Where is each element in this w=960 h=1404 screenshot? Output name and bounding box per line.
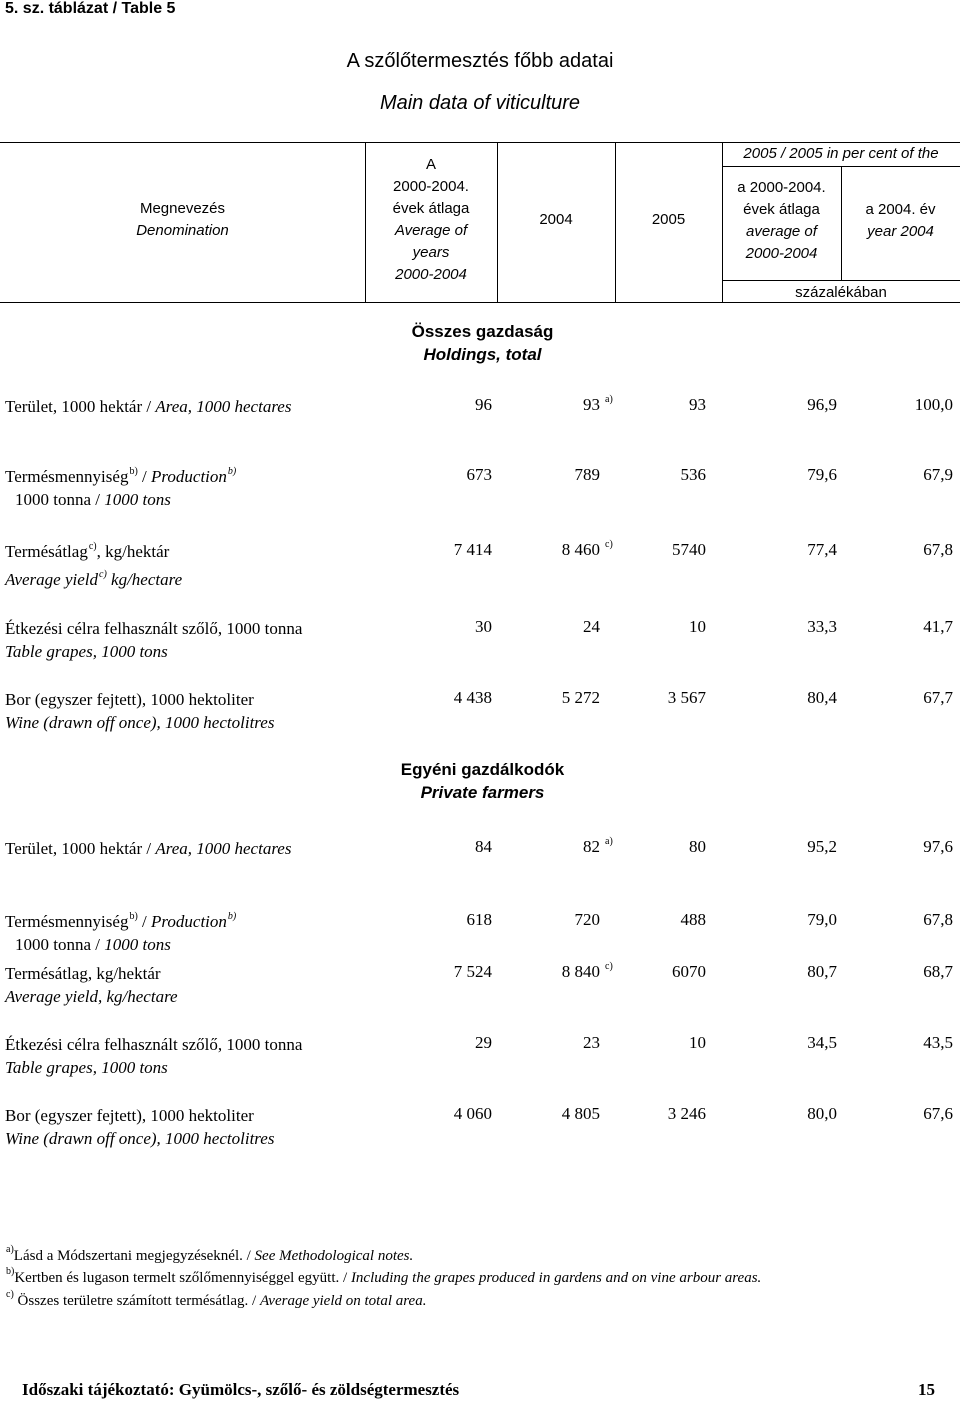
value-2005: 10 [689,617,706,636]
value-2004: 5 272 [561,688,600,707]
footer-publication: Időszaki tájékoztató: Gyümölcs-, szőlő- és zöldségtermesztés [22,1380,460,1399]
value-2005: 3 246 [667,1104,706,1123]
row-label-line2 [5,568,182,594]
value-pct-2004: 97,6 [923,837,953,856]
header-pct-b-line2: year 2004 [867,223,934,240]
header-2005: 2005 [651,211,686,228]
footnote-mark: c) [6,1289,14,1300]
footnote-en: See Methodological notes. [254,1248,414,1264]
value-2005: 93 [689,395,706,414]
row-label [5,837,291,860]
row-label-sep: / [137,467,152,486]
value-2004: 4 805 [561,1104,600,1123]
row-label2-hu: 1000 tonna / [15,490,105,509]
footnote-en: Average yield on total area. [259,1293,427,1309]
row-label2-tail: kg/hectare [111,570,183,589]
row-label-en: Average yield, kg/hectare [5,987,178,1006]
section-title-hu: Egyéni gazdálkodók [400,760,565,779]
row-label-tail: , kg/hektár [96,542,170,561]
row-label-en: Wine (drawn off once), 1000 hectolitres [5,1129,275,1148]
value-2004: 789 [574,465,600,484]
header-avg-line1: A [425,156,436,173]
value-2005: 5740 [672,540,706,559]
value-pct-2004: 41,7 [923,617,953,636]
header-pct-a-line4: 2000-2004 [745,245,818,262]
header-2004: 2004 [539,211,573,228]
row-label-line2 [15,933,171,956]
value-avg: 96 [475,395,492,414]
section-title-en: Holdings, total [423,345,542,364]
row-label-hu: Bor (egyszer fejtett), 1000 hektoliter [5,690,254,709]
row-label-en: Production [151,467,227,486]
value-2004: 23 [583,1033,600,1052]
header-avg-line4: Average of [394,222,468,239]
value-2005: 10 [689,1033,706,1052]
row-label [5,395,291,418]
value-pct-avg: 80,7 [807,962,837,981]
value-pct-avg: 77,4 [807,540,837,559]
footnote-mark: a) [605,394,613,405]
row-label-hu: Terület, 1000 hektár / [5,397,156,416]
footnote-mark: c) [605,961,613,972]
footnote-en: Including the grapes produced in gardens and on vine arbour areas. [350,1270,762,1286]
row-label2-en: 1000 tons [104,490,171,509]
row-label-hu: Termésmennyiség [5,467,129,486]
footnote-mark: b) [227,911,237,922]
value-pct-2004: 67,6 [923,1104,953,1123]
header-denomination-hu: Megnevezés [139,200,226,217]
footnote-mark: b) [6,1266,15,1277]
value-pct-2004: 100,0 [914,395,953,414]
row-label [5,540,169,566]
value-2005: 6070 [672,962,706,981]
value-pct-2004: 68,7 [923,962,953,981]
row-label-en: Wine (drawn off once), 1000 hectolitres [5,713,275,732]
value-2004: 82 [583,837,600,856]
value-pct-avg: 80,0 [807,1104,837,1123]
value-avg: 7 414 [453,540,492,559]
value-2005: 80 [689,837,706,856]
value-pct-avg: 34,5 [807,1033,837,1052]
value-pct-avg: 96,9 [807,395,837,414]
value-pct-avg: 79,0 [807,910,837,929]
row-label-en: Table grapes, 1000 tons [5,642,168,661]
value-avg: 618 [466,910,492,929]
value-pct-avg: 79,6 [807,465,837,484]
value-pct-2004: 67,8 [923,910,953,929]
value-pct-avg: 80,4 [807,688,837,707]
header-avg-line3: évek átlaga [392,200,470,217]
value-2004: 93 [583,395,600,414]
value-pct-avg: 33,3 [807,617,837,636]
value-pct-avg: 95,2 [807,837,837,856]
footnote-mark: c) [88,541,97,552]
section-title-en: Private farmers [420,783,545,802]
header-pct-a-line3: average of [746,223,817,240]
value-avg: 84 [475,837,492,856]
footnote-mark: b) [129,911,138,922]
value-2005: 3 567 [667,688,706,707]
title-hu: A szőlőtermesztés főbb adatai [346,50,614,72]
value-avg: 4 438 [453,688,492,707]
row-label-line2 [15,488,171,511]
value-avg: 30 [475,617,492,636]
header-denomination-en: Denomination [136,222,229,239]
footnote-b [5,1266,762,1287]
footnote-mark: a) [605,836,613,847]
value-avg: 4 060 [453,1104,492,1123]
value-2004: 8 840 [561,962,600,981]
value-avg: 673 [466,465,492,484]
header-pct-a-line2: évek átlaga [743,201,820,218]
footnote-hu: Összes területre számított termésátlag. / [13,1293,260,1309]
header-avg-line5: years [412,244,450,261]
header-avg-line2: 2000-2004. [393,178,469,195]
row-label-en: Area, 1000 hectares [155,397,292,416]
row-label2-en: Average yield [5,570,98,589]
footnote-c [5,1289,427,1310]
value-pct-2004: 67,9 [923,465,953,484]
value-2005: 536 [680,465,706,484]
row-label-hu: Termésátlag [5,542,88,561]
header-pct-title: 2005 / 2005 in per cent of the [743,145,939,162]
table-number: 5. sz. táblázat / Table 5 [5,0,176,17]
header-pct-a-line1: a 2000-2004. [737,179,826,196]
row-label-hu: Termésátlag, kg/hektár [5,964,161,983]
page-number: 15 [918,1380,935,1399]
value-avg: 29 [475,1033,492,1052]
footnote-mark: a) [6,1244,14,1255]
footnote-mark: b) [227,466,237,477]
value-2005: 488 [680,910,706,929]
value-2004: 720 [574,910,600,929]
footnote-mark: c) [99,569,107,580]
footnote-hu: Kertben és lugason termelt szőlőmennyiséggel együtt. / [14,1270,351,1286]
footnote-mark: c) [605,539,613,550]
row-label-sep: / [137,912,152,931]
value-pct-2004: 43,5 [923,1033,953,1052]
footnote-a [5,1244,414,1265]
section-title-hu: Összes gazdaság [411,322,554,341]
row-label-hu: Étkezési célra felhasznált szőlő, 1000 tonna [5,1035,303,1054]
row-label-en: Area, 1000 hectares [155,839,292,858]
row-label-hu: Terület, 1000 hektár / [5,839,156,858]
value-pct-2004: 67,7 [923,688,953,707]
header-pct-b-line1: a 2004. év [865,201,936,218]
footnote-mark: b) [129,466,138,477]
row-label-hu: Bor (egyszer fejtett), 1000 hektoliter [5,1106,254,1125]
row-label-hu: Termésmennyiség [5,912,129,931]
row-label2-en: 1000 tons [104,935,171,954]
value-pct-2004: 67,8 [923,540,953,559]
row-label-en: Table grapes, 1000 tons [5,1058,168,1077]
value-avg: 7 524 [453,962,492,981]
header-avg-line6: 2000-2004 [395,266,467,283]
row-label-en: Production [151,912,227,931]
value-2004: 24 [583,617,600,636]
row-label-hu: Étkezési célra felhasznált szőlő, 1000 tonna [5,619,303,638]
row-label2-hu: 1000 tonna / [15,935,105,954]
header-percent-label: százalékában [795,284,887,301]
title-en: Main data of viticulture [379,92,581,114]
footnote-hu: Lásd a Módszertani megjegyzéseknél. / [13,1248,255,1264]
value-2004: 8 460 [561,540,600,559]
